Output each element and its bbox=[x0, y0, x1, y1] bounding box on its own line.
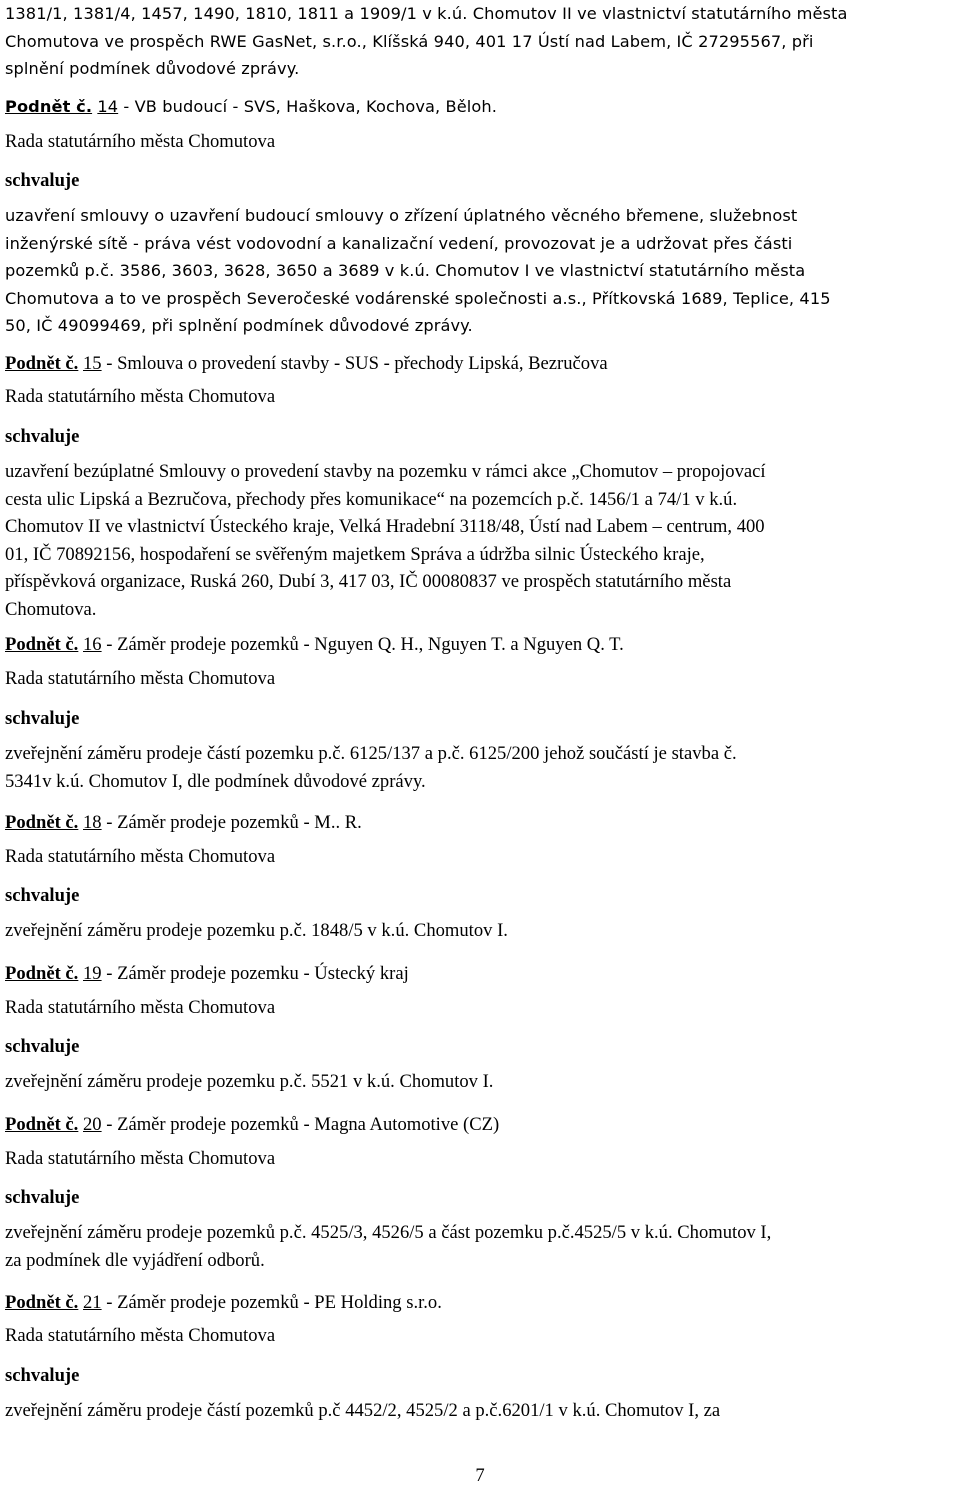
item-text bbox=[5, 458, 955, 623]
council-line: Rada statutárního města Chomutova bbox=[5, 668, 276, 689]
text-line: Chomutova a to ve prospěch Severočeské vodárenské společnosti a.s., Přítkovská 1689, Teplice, 415 bbox=[5, 288, 831, 308]
item-number: 20 bbox=[83, 1114, 102, 1135]
item-label: Podnět č. bbox=[5, 353, 79, 374]
council-line: Rada statutárního města Chomutova bbox=[5, 386, 276, 407]
text-line: zveřejnění záměru prodeje částí pozemku p.č. 6125/137 a p.č. 6125/200 jehož součástí je stavba č. bbox=[5, 743, 737, 764]
item-text bbox=[5, 1068, 955, 1096]
text-line: 50, IČ 49099469, při splnění podmínek důvodové zprávy. bbox=[5, 316, 473, 335]
item-text bbox=[5, 1219, 955, 1274]
item-number: 16 bbox=[83, 634, 102, 655]
text-line: pozemků p.č. 3586, 3603, 3628, 3650 a 3689 v k.ú. Chomutov I ve vlastnictví statutárního města bbox=[5, 261, 806, 280]
verdict-line: schvaluje bbox=[5, 1036, 80, 1057]
text-line: cesta ulic Lipská a Bezručova, přechody přes komunikace“ na pozemcích p.č. 1456/1 a 74/1 v k.ú. bbox=[5, 488, 738, 510]
verdict-line: schvaluje bbox=[5, 885, 80, 906]
item-number: 19 bbox=[83, 963, 102, 984]
council-line: Rada statutárního města Chomutova bbox=[5, 997, 276, 1018]
item-title: - VB budoucí - SVS, Haškova, Kochova, Běloh. bbox=[118, 97, 497, 116]
item-label: Podnět č. bbox=[5, 812, 79, 833]
council-line: Rada statutárního města Chomutova bbox=[5, 1148, 276, 1169]
text-line: Chomutova. bbox=[5, 598, 97, 620]
page-number: 7 bbox=[475, 1465, 485, 1486]
text-line: zveřejnění záměru prodeje pozemků p.č. 4525/3, 4526/5 a část pozemku p.č.4525/5 v k.ú. Chomutov I, bbox=[5, 1222, 772, 1243]
text-line: uzavření bezúplatné Smlouvy o provedení stavby na pozemku v rámci akce „Chomutov – propojovací bbox=[5, 461, 766, 482]
item-heading bbox=[5, 93, 955, 121]
text-line: zveřejnění záměru prodeje pozemku p.č. 5521 v k.ú. Chomutov I. bbox=[5, 1071, 494, 1092]
item-number: 14 bbox=[97, 97, 119, 116]
text-line: 01, IČ 70892156, hospodaření se svěřeným majetkem Správa a údržba silnic Ústeckého kraje, bbox=[5, 543, 705, 565]
item-heading bbox=[5, 350, 955, 378]
verdict-line: schvaluje bbox=[5, 708, 80, 729]
item-number: 15 bbox=[83, 353, 102, 374]
text-line: 5341v k.ú. Chomutov I, dle podmínek důvodové zprávy. bbox=[5, 770, 426, 792]
verdict-line: schvaluje bbox=[5, 1187, 80, 1208]
text-line: zveřejnění záměru prodeje částí pozemků p.č 4452/2, 4525/2 a p.č.6201/1 v k.ú. Chomutov I, za bbox=[5, 1400, 721, 1421]
text-line: zveřejnění záměru prodeje pozemku p.č. 1848/5 v k.ú. Chomutov I. bbox=[5, 920, 508, 941]
item-label: Podnět č. bbox=[5, 1114, 79, 1135]
item-title: - Záměr prodeje pozemků - Nguyen Q. H., Nguyen T. a Nguyen Q. T. bbox=[101, 634, 624, 655]
item-number: 21 bbox=[83, 1292, 102, 1313]
text-line: inženýrské sítě - práva vést vodovodní a kanalizační vedení, provozovat je a udržovat přes části bbox=[5, 233, 793, 253]
text-line: za podmínek dle vyjádření odborů. bbox=[5, 1249, 265, 1271]
item-heading bbox=[5, 960, 955, 988]
council-line: Rada statutárního města Chomutova bbox=[5, 846, 276, 867]
item-title: - Záměr prodeje pozemků - M.. R. bbox=[101, 812, 362, 833]
item-text bbox=[5, 917, 955, 945]
item-label: Podnět č. bbox=[5, 634, 79, 655]
item-label: Podnět č. bbox=[5, 97, 93, 116]
council-line: Rada statutárního města Chomutova bbox=[5, 1325, 276, 1346]
text-line: Chomutov II ve vlastnictví Ústeckého kraje, Velká Hradební 3118/48, Ústí nad Labem – centrum, 400 bbox=[5, 516, 765, 537]
item-heading bbox=[5, 631, 955, 659]
council-line: Rada statutárního města Chomutova bbox=[5, 131, 276, 152]
verdict-line: schvaluje bbox=[5, 1365, 80, 1386]
item-text bbox=[5, 202, 955, 340]
item-title: - Smlouva o provedení stavby - SUS - přechody Lipská, Bezručova bbox=[101, 353, 608, 374]
item-title: - Záměr prodeje pozemků - PE Holding s.r.o. bbox=[101, 1292, 442, 1313]
verdict-line: schvaluje bbox=[5, 426, 80, 447]
verdict-line: schvaluje bbox=[5, 170, 80, 191]
text-line: Chomutova ve prospěch RWE GasNet, s.r.o., Klíšská 940, 401 17 Ústí nad Labem, IČ 27295567, při bbox=[5, 31, 814, 51]
text-line: uzavření smlouvy o uzavření budoucí smlouvy o zřízení úplatného věcného břemene, služebnost bbox=[5, 206, 798, 225]
item-number: 18 bbox=[83, 812, 102, 833]
item-text bbox=[5, 740, 955, 795]
item-heading bbox=[5, 809, 955, 837]
item-label: Podnět č. bbox=[5, 1292, 79, 1313]
item-heading bbox=[5, 1289, 955, 1317]
text-line: splnění podmínek důvodové zprávy. bbox=[5, 59, 300, 78]
item-title: - Záměr prodeje pozemku - Ústecký kraj bbox=[101, 963, 409, 984]
item-text bbox=[5, 1397, 955, 1425]
item-heading bbox=[5, 1111, 955, 1139]
text-line: 1381/1, 1381/4, 1457, 1490, 1810, 1811 a 1909/1 v k.ú. Chomutov II ve vlastnictví statutárního města bbox=[5, 4, 848, 23]
text-line: příspěvková organizace, Ruská 260, Dubí 3, 417 03, IČ 00080837 ve prospěch statutárního města bbox=[5, 571, 732, 592]
item-title: - Záměr prodeje pozemků - Magna Automotive (CZ) bbox=[101, 1114, 500, 1135]
item-label: Podnět č. bbox=[5, 963, 79, 984]
intro-paragraph bbox=[5, 0, 955, 83]
